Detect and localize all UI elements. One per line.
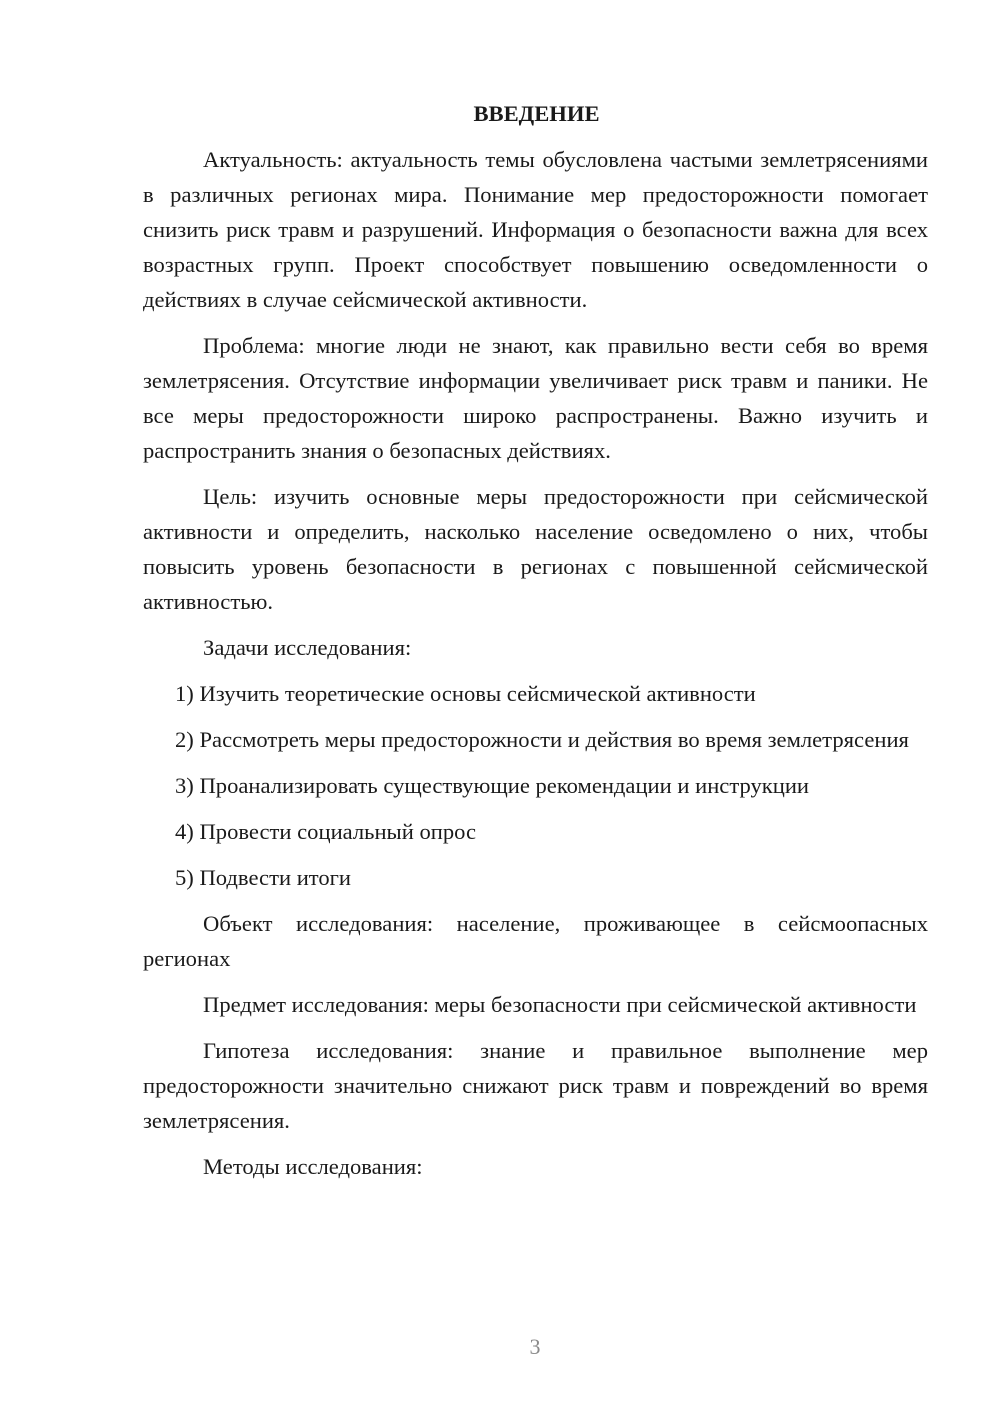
problem-paragraph: Проблема: многие люди не знают, как правильно вести себя во время землетрясения. Отсутствие информации увеличивает риск травм и паники. Не все меры предосторожности широко распространены. Важно изучить и распространить знания о безопасных действиях.: [143, 333, 928, 463]
relevance-paragraph: Актуальность: актуальность темы обусловлена частыми землетрясениями в различных регионах мира. Понимание мер предосторожности помогает снизить риск травм и разрушений. Информация о безопасности важна для всех возрастных групп. Проект способствует повышению осведомленности о действиях в случае сейсмической активности.: [143, 147, 928, 312]
task-item: 1) Изучить теоретические основы сейсмической активности: [175, 681, 756, 706]
task-item: 3) Проанализировать существующие рекомендации и инструкции: [175, 773, 810, 798]
task-item: 5) Подвести итоги: [175, 865, 352, 890]
tasks-heading: Задачи исследования:: [203, 635, 412, 660]
page-title: ВВЕДЕНИЕ: [473, 101, 600, 126]
task-item: 2) Рассмотреть меры предосторожности и действия во время землетрясения: [175, 727, 909, 752]
goal-paragraph: Цель: изучить основные меры предосторожности при сейсмической активности и определить, насколько население осведомлено о них, чтобы повысить уровень безопасности в регионах с повышенной сейсмической активностью.: [143, 484, 928, 614]
methods-heading: Методы исследования:: [203, 1154, 423, 1179]
task-item: 4) Провести социальный опрос: [175, 819, 477, 844]
tasks-list: [143, 676, 928, 895]
page-content: [143, 96, 928, 1184]
hypothesis-paragraph: Гипотеза исследования: знание и правильное выполнение мер предосторожности значительно снижают риск травм и повреждений во время землетрясения.: [143, 1038, 928, 1133]
object-paragraph: Объект исследования: население, проживающее в сейсмоопасных регионах: [143, 911, 928, 971]
page-number: 3: [529, 1334, 541, 1359]
subject-paragraph: Предмет исследования: меры безопасности при сейсмической активности: [203, 992, 917, 1017]
